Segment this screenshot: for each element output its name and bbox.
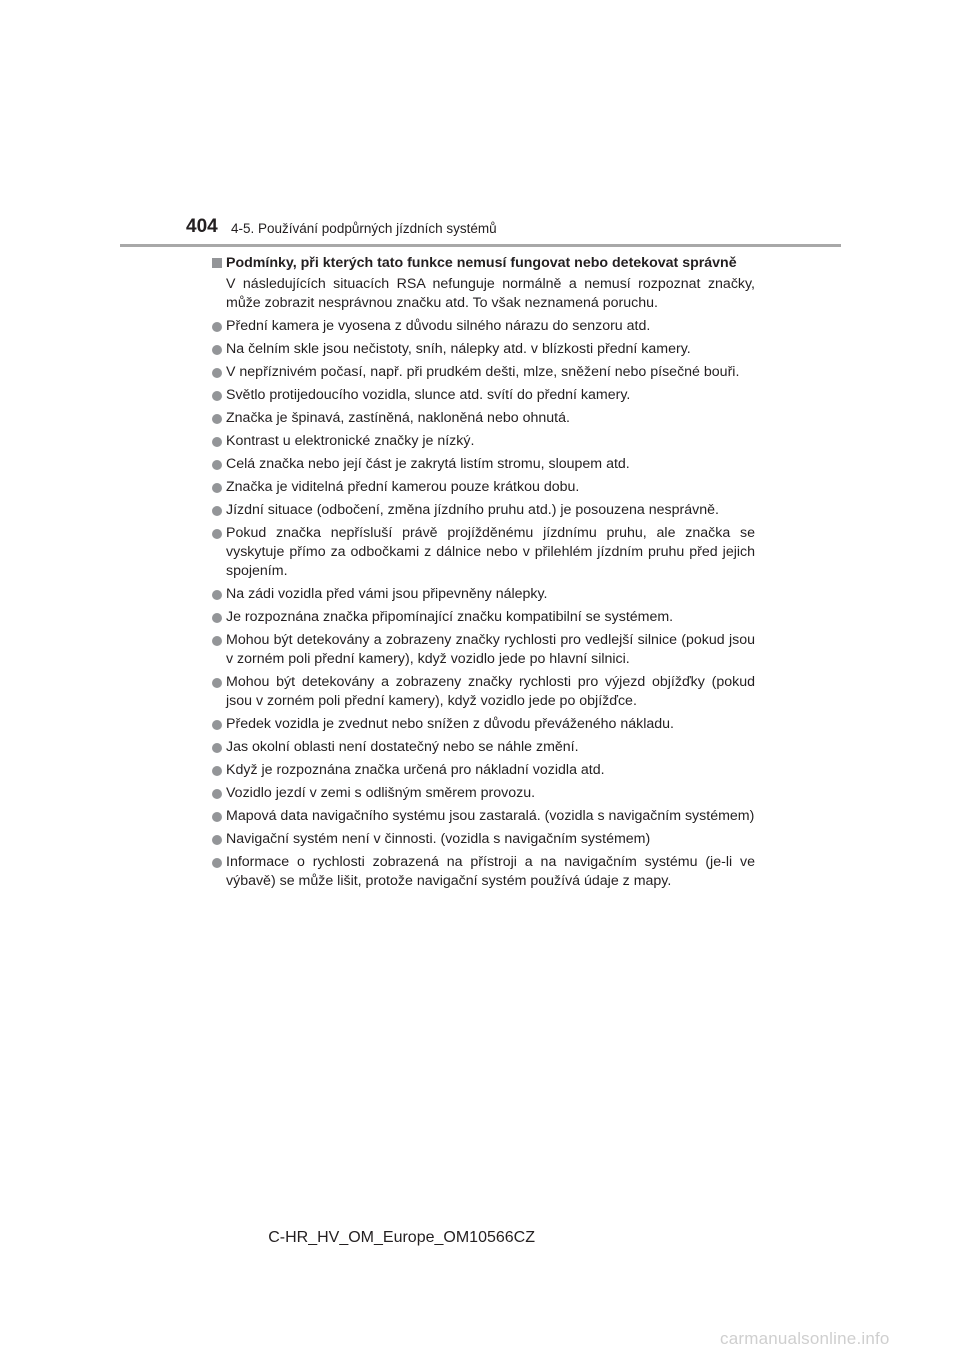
- round-bullet-icon: [212, 720, 222, 730]
- round-bullet-icon: [212, 460, 222, 470]
- list-item: [212, 608, 755, 627]
- list-item: [212, 455, 755, 474]
- list-item-text: Kontrast u elektronické značky je nízký.: [226, 433, 475, 449]
- list-item-text: Mohou být detekovány a zobrazeny značky rychlosti pro výjezd objížďky (pokud jsou v zorném poli přední kamery), když vozidlo jede po objížďce.: [226, 674, 755, 709]
- list-item: [212, 631, 755, 669]
- condition-list: [212, 317, 755, 891]
- square-bullet-icon: [212, 258, 222, 268]
- list-item: [212, 409, 755, 428]
- list-item: [212, 673, 755, 711]
- round-bullet-icon: [212, 789, 222, 799]
- round-bullet-icon: [212, 835, 222, 845]
- list-item: [212, 738, 755, 757]
- list-item: [212, 524, 755, 581]
- list-item: [212, 761, 755, 780]
- section-heading-text: Podmínky, při kterých tato funkce nemusí fungovat nebo detekovat správně: [226, 255, 737, 271]
- list-item: [212, 386, 755, 405]
- list-item-text: Vozidlo jezdí v zemi s odlišným směrem provozu.: [226, 785, 536, 801]
- list-item-text: Jas okolní oblasti není dostatečný nebo se náhle změní.: [226, 739, 579, 755]
- list-item: [212, 340, 755, 359]
- list-item-text: Značka je špinavá, zastíněná, nakloněná nebo ohnutá.: [226, 410, 570, 426]
- list-item-text: Mapová data navigačního systému jsou zastaralá. (vozidla s navigačním systémem): [226, 808, 755, 824]
- round-bullet-icon: [212, 437, 222, 447]
- header-divider: [120, 244, 841, 247]
- round-bullet-icon: [212, 414, 222, 424]
- list-item-text: Informace o rychlosti zobrazená na přístroji a na navigačním systému (je-li ve výbavě) se může lišit, protože navigační systém používá údaje z mapy.: [226, 854, 755, 889]
- list-item-text: Pokud značka nepřísluší právě projížděnému jízdnímu pruhu, ale značka se vyskytuje přímo za odbočkami z dálnice nebo v přilehlém jízdním pruhu před jejich spojením.: [226, 525, 755, 579]
- list-item-text: V nepříznivém počasí, např. při prudkém dešti, mlze, sněžení nebo písečné bouři.: [226, 364, 740, 380]
- list-item: [212, 853, 755, 891]
- list-item: [212, 585, 755, 604]
- round-bullet-icon: [212, 368, 222, 378]
- round-bullet-icon: [212, 743, 222, 753]
- list-item: [212, 432, 755, 451]
- watermark: carmanualsonline.info: [720, 1329, 890, 1348]
- list-item-text: Navigační systém není v činnosti. (vozidla s navigačním systémem): [226, 831, 651, 847]
- round-bullet-icon: [212, 483, 222, 493]
- list-item-text: Je rozpoznána značka připomínající značku kompatibilní se systémem.: [226, 609, 674, 625]
- list-item: [212, 715, 755, 734]
- round-bullet-icon: [212, 812, 222, 822]
- list-item-text: Mohou být detekovány a zobrazeny značky rychlosti pro vedlejší silnice (pokud jsou v zorném poli přední kamery), když vozidlo jede po hlavní silnici.: [226, 632, 755, 667]
- list-item: [212, 363, 755, 382]
- main-content: [212, 254, 755, 895]
- document-code: C-HR_HV_OM_Europe_OM10566CZ: [268, 1229, 535, 1246]
- list-item-text: Předek vozidla je zvednut nebo snížen z důvodu převáženého nákladu.: [226, 716, 675, 732]
- list-item-text: Značka je viditelná přední kamerou pouze krátkou dobu.: [226, 479, 580, 495]
- list-item-text: Na čelním skle jsou nečistoty, sníh, nálepky atd. v blízkosti přední kamery.: [226, 341, 691, 357]
- round-bullet-icon: [212, 345, 222, 355]
- round-bullet-icon: [212, 766, 222, 776]
- list-item: [212, 501, 755, 520]
- list-item: [212, 317, 755, 336]
- round-bullet-icon: [212, 506, 222, 516]
- round-bullet-icon: [212, 391, 222, 401]
- round-bullet-icon: [212, 636, 222, 646]
- round-bullet-icon: [212, 858, 222, 868]
- round-bullet-icon: [212, 613, 222, 623]
- list-item-text: Celá značka nebo její část je zakrytá listím stromu, sloupem atd.: [226, 456, 630, 472]
- list-item-text: Přední kamera je vyosena z důvodu silného nárazu do senzoru atd.: [226, 318, 651, 334]
- list-item: [212, 807, 755, 826]
- round-bullet-icon: [212, 678, 222, 688]
- list-item-text: Když je rozpoznána značka určená pro nákladní vozidla atd.: [226, 762, 605, 778]
- chapter-title: 4-5. Používání podpůrných jízdních systémů: [231, 221, 497, 236]
- round-bullet-icon: [212, 529, 222, 539]
- list-item: [212, 830, 755, 849]
- list-item: [212, 784, 755, 803]
- list-item-text: Světlo protijedoucího vozidla, slunce atd. svítí do přední kamery.: [226, 387, 631, 403]
- section-intro: V následujících situacích RSA nefunguje normálně a nemusí rozpoznat značky, může zobrazit nesprávnou značku atd. To však neznamená poruchu.: [226, 276, 755, 311]
- list-item-text: Jízdní situace (odbočení, změna jízdního pruhu atd.) je posouzena nesprávně.: [226, 502, 719, 518]
- section-heading: [212, 254, 755, 273]
- page-number: 404: [186, 216, 218, 237]
- round-bullet-icon: [212, 590, 222, 600]
- list-item-text: Na zádi vozidla před vámi jsou připevněny nálepky.: [226, 586, 548, 602]
- round-bullet-icon: [212, 322, 222, 332]
- list-item: [212, 478, 755, 497]
